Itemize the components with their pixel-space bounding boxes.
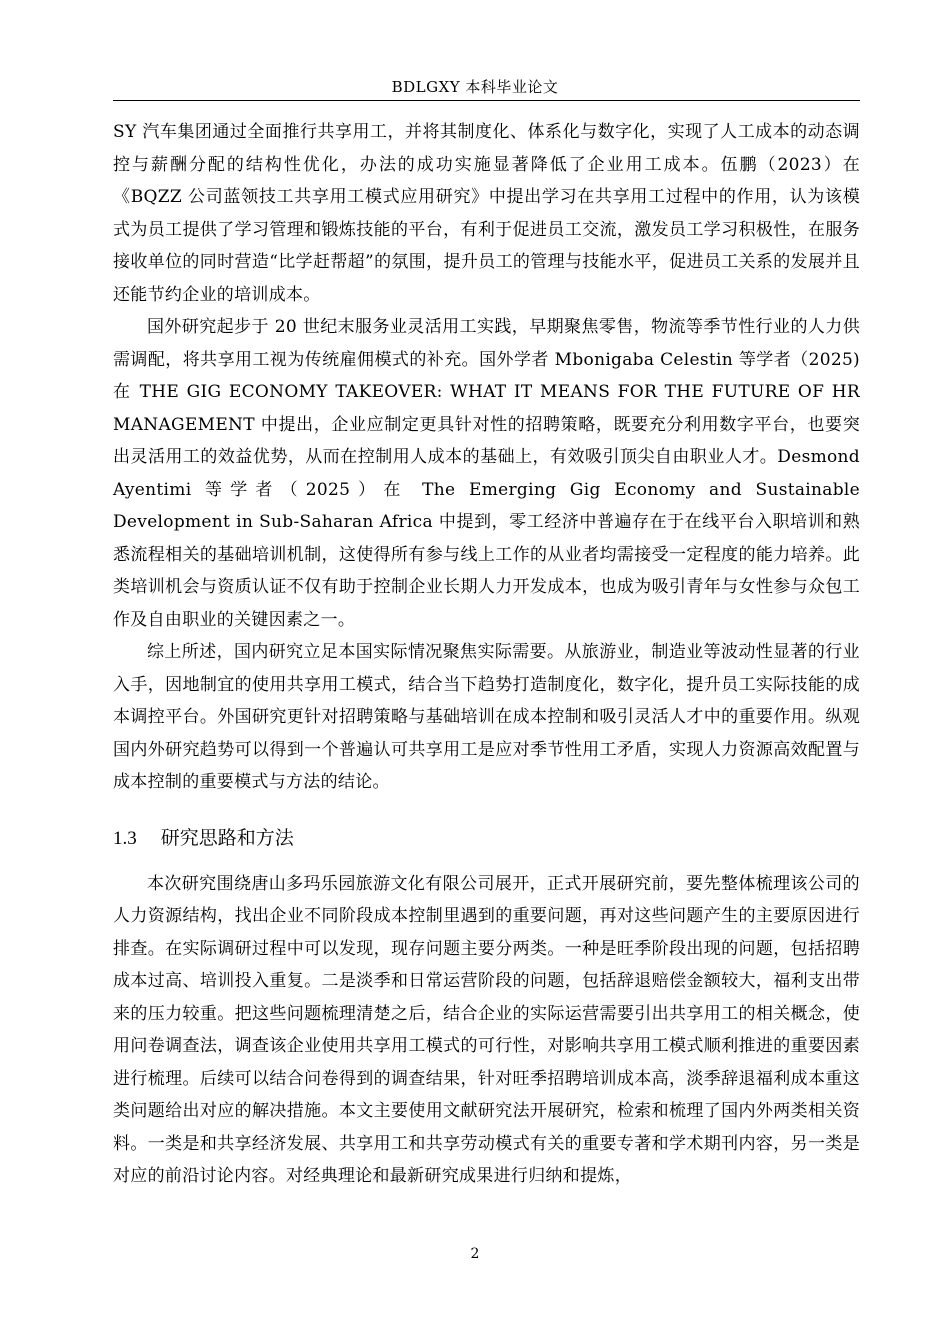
body-paragraph-2: 国外研究起步于 20 世纪末服务业灵活用工实践，早期聚焦零售，物流等季节性行业的人力供需调配，将共享用工视为传统雇佣模式的补充。国外学者 Mbonigaba Celestin 等学者（2025)在 THE GIG ECONOMY TAKEOVER: WHAT IT MEANS FOR THE FUTURE OF HR MANAGEMENT 中提出，企业应制定更具针对性的招聘策略，既要充分利用数字平台，也要突出灵活用工的效益优势，从而在控制用人成本的基础上，有效吸引顶尖自由职业人才。Desmond Ayentimi 等学者（2025）在 The Emerging Gig Economy and Sustainable Development in Sub-Saharan Africa 中提到，零工经济中普遍存在于在线平台入职培训和熟悉流程相关的基础培训机制，这使得所有参与线上工作的从业者均需接受一定程度的能力培养。此类培训机会与资质认证不仅有助于控制企业长期人力开发成本，也成为吸引青年与女性参与众包工作及自由职业的关键因素之一。 <box>113 317 860 630</box>
section-number: 1.3 <box>113 827 137 849</box>
section-paragraph-1: 本次研究围绕唐山多玛乐园旅游文化有限公司展开，正式开展研究前，要先整体梳理该公司的人力资源结构，找出企业不同阶段成本控制里遇到的重要问题，再对这些问题产生的主要原因进行排查。在实际调研过程中可以发现，现存问题主要分两类。一种是旺季阶段出现的问题，包括招聘成本过高、培训投入重复。二是淡季和日常运营阶段的问题，包括辞退赔偿金额较大，福利支出带来的压力较重。把这些问题梳理清楚之后，结合企业的实际运营需要引出共享用工的相关概念，使用问卷调查法，调查该企业使用共享用工模式的可行性，对影响共享用工模式顺利推进的重要因素进行梳理。后续可以结合问卷得到的调查结果，针对旺季招聘培训成本高，淡季辞退福利成本重这类问题给出对应的解决措施。本文主要使用文献研究法开展研究，检索和梳理了国内外两类相关资料。一类是和共享经济发展、共享用工和共享劳动模式有关的重要专著和学术期刊内容，另一类是对应的前沿讨论内容。对经典理论和最新研究成果进行归纳和提炼， <box>113 873 860 1186</box>
page-number: 2 <box>470 1246 480 1262</box>
page-body <box>113 116 860 1193</box>
body-paragraph-1: SY 汽车集团通过全面推行共享用工，并将其制度化、体系化与数字化，实现了人工成本的动态调控与薪酬分配的结构性优化，办法的成功实施显著降低了企业用工成本。伍鹏（2023）在《BQZZ 公司蓝领技工共享用工模式应用研究》中提出学习在共享用工过程中的作用，认为该模式为员工提供了学习管理和锻炼技能的平台，有利于促进员工交流，激发员工学习积极性，在服务接收单位的同时营造“比学赶帮超”的氛围，提升员工的管理与技能水平，促进员工关系的发展并且还能节约企业的培训成本。 <box>113 122 860 305</box>
section-heading <box>113 821 860 856</box>
body-paragraph-3: 综上所述，国内研究立足本国实际情况聚焦实际需要。从旅游业，制造业等波动性显著的行业入手，因地制宜的使用共享用工模式，结合当下趋势打造制度化，数字化，提升员工实际技能的成本调控平台。外国研究更针对招聘策略与基础培训在成本控制和吸引灵活人才中的重要作用。纵观国内外研究趋势可以得到一个普遍认可共享用工是应对季节性用工矛盾，实现人力资源高效配置与成本控制的重要模式与方法的结论。 <box>113 642 860 792</box>
section-title: 研究思路和方法 <box>160 826 294 849</box>
page-header: BDLGXY 本科毕业论文 <box>391 78 559 96</box>
header-rule <box>113 100 860 101</box>
